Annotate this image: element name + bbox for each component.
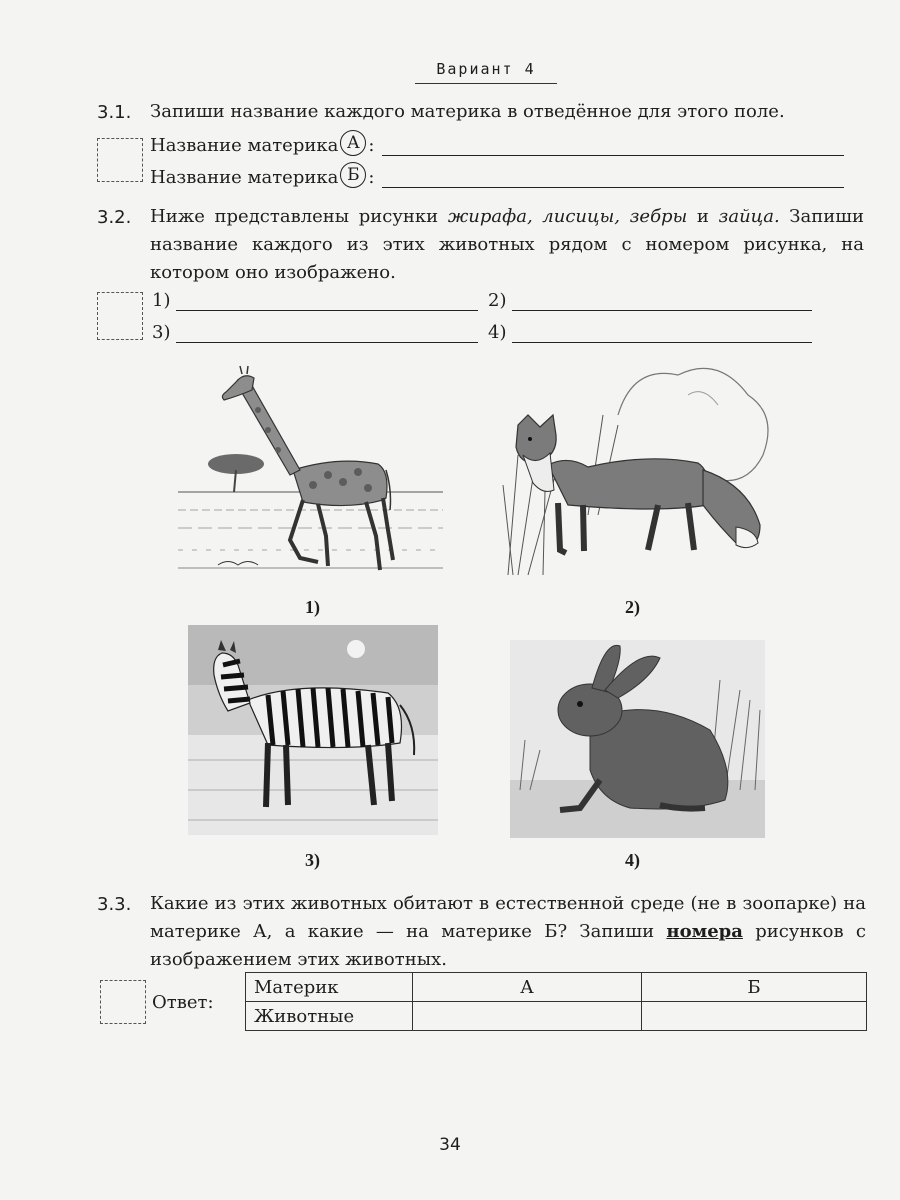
answer-field-3[interactable] [176, 322, 478, 343]
caption-2: 2) [625, 597, 640, 617]
question-3-1-number: 3.1. [97, 102, 132, 123]
caption-1: 1) [305, 597, 320, 617]
answer-line-3 [152, 322, 478, 343]
question-3-3-number: 3.3. [97, 894, 132, 915]
table-row [246, 1002, 867, 1031]
giraffe-illustration [178, 360, 443, 578]
table-header-continent: Материк [246, 973, 413, 1002]
continent-a-letter: А [340, 130, 366, 156]
zebra-illustration [188, 625, 438, 835]
continent-a-colon: : [368, 135, 375, 156]
answer-label-4: 4) [488, 322, 507, 343]
continent-a-field[interactable] [382, 135, 844, 156]
continent-a-row [150, 130, 844, 156]
q32-text-start: Ниже представлены рисунки [150, 206, 448, 227]
score-box-3-3 [100, 980, 146, 1024]
question-3-1-text: Запиши название каждого материка в отведённое для этого поле. [150, 101, 785, 122]
zebra-picture [188, 625, 438, 835]
answer-field-4[interactable] [512, 322, 812, 343]
answer-label-1: 1) [152, 290, 171, 311]
continent-b-label: Название материка [150, 167, 339, 188]
question-3-2-text [150, 203, 864, 287]
score-box-3-1 [97, 138, 143, 182]
table-header-b: Б [642, 973, 867, 1002]
hare-picture [510, 640, 765, 838]
answer-label-3: 3) [152, 322, 171, 343]
q32-animals-2: зайца. [718, 206, 780, 227]
table-cell-a[interactable] [413, 1002, 642, 1031]
continent-b-colon: : [368, 167, 375, 188]
table-cell-b[interactable] [642, 1002, 867, 1031]
giraffe-picture [178, 360, 443, 578]
continent-a-label: Название материка [150, 135, 339, 156]
q33-emphasis: номера [666, 921, 743, 942]
answer-line-1 [152, 290, 478, 311]
answer-line-4 [488, 322, 812, 343]
q33-text-end: рисунков с изображением этих животных. [150, 921, 866, 970]
fox-picture [498, 355, 783, 580]
continent-b-field[interactable] [382, 167, 844, 188]
hare-illustration [510, 640, 765, 838]
answer-field-1[interactable] [176, 290, 478, 311]
answer-label-2: 2) [488, 290, 507, 311]
fox-illustration [498, 355, 783, 580]
question-3-3-text [150, 890, 866, 974]
caption-3: 3) [305, 850, 320, 870]
q32-and: и [687, 206, 719, 227]
continent-b-row [150, 162, 844, 188]
page-number: 34 [439, 1135, 461, 1155]
score-box-3-2 [97, 292, 143, 340]
answer-label: Ответ: [152, 992, 214, 1013]
q32-text-end: Запиши название каждого из этих животных рядом с номером рисунка, на котором оно изображено. [150, 206, 864, 283]
answer-field-2[interactable] [512, 290, 812, 311]
question-3-2-number: 3.2. [97, 207, 132, 228]
table-header-row [246, 973, 867, 1002]
table-row-label: Животные [246, 1002, 413, 1031]
continent-b-letter: Б [340, 162, 366, 188]
q32-animals-1: жирафа, лисицы, зебры [447, 206, 688, 227]
table-header-a: А [413, 973, 642, 1002]
answer-table [245, 972, 867, 1031]
q33-text-start: Какие из этих животных обитают в естественной среде (не в зоопарке) на материке А, а какие — на материке Б? Запиши [150, 893, 866, 942]
caption-4: 4) [625, 850, 640, 870]
answer-line-2 [488, 290, 812, 311]
variant-header: Вариант 4 [415, 60, 557, 84]
